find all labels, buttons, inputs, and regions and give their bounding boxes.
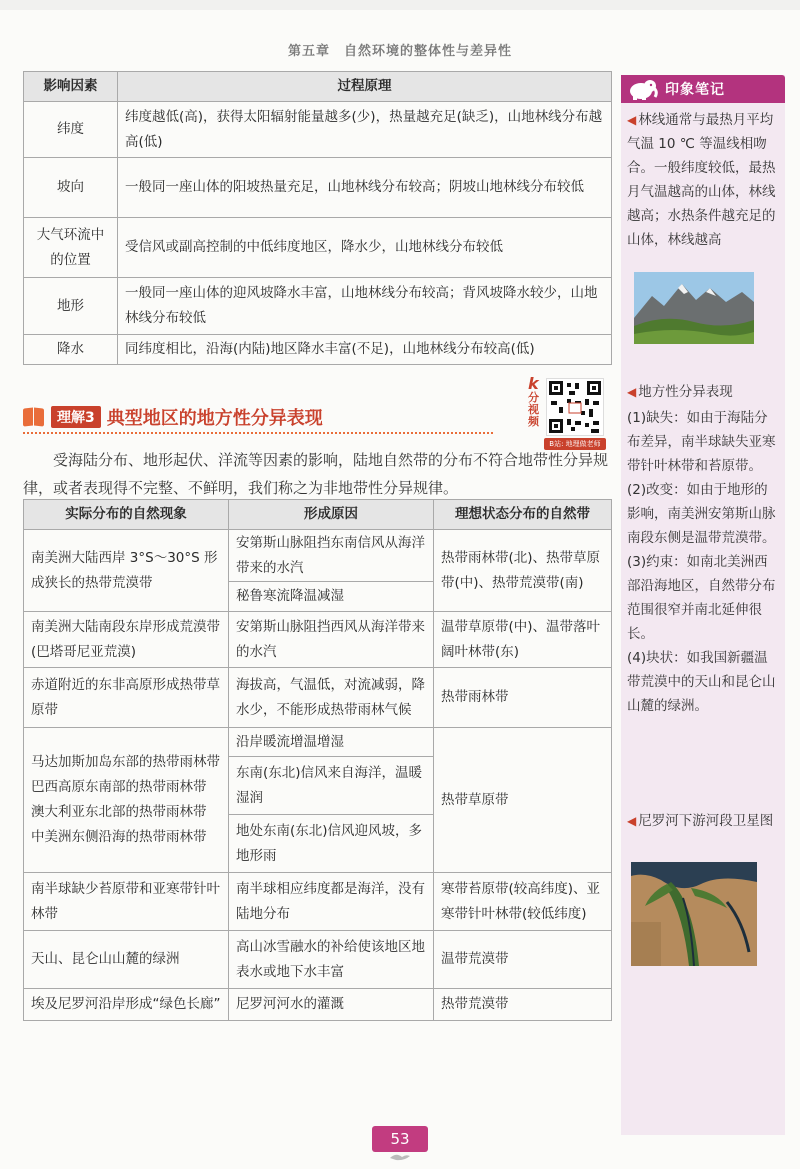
column-header: 影响因素	[24, 72, 118, 102]
chapter-header: 第五章 自然环境的整体性与差异性	[287, 44, 512, 59]
phenomenon-cell: 埃及尼罗河沿岸形成“绿色长廊”	[24, 989, 229, 1021]
paragraph-text: 受海陆分布、地形起伏、洋流等因素的影响，陆地自然带的分布不符合地带性分异规律，或者表现得不完整、不鲜明，我们称之为非地带性分异规律。	[23, 451, 609, 497]
table-row	[24, 931, 612, 989]
description-cell: 纬度越低(高)，获得太阳辐射能量越多(少)，热量越充足(缺乏)，山地林线分布越高(低)	[118, 102, 612, 158]
factor-cell: 大气环流中的位置	[24, 218, 118, 278]
table-row	[24, 335, 612, 365]
factor-cell: 降水	[24, 335, 118, 365]
note-item: (2)改变：如由于地形的影响，南美洲安第斯山脉南段东侧是温带荒漠带。	[627, 482, 776, 546]
column-header: 实际分布的自然现象	[24, 500, 229, 530]
book-icon	[23, 407, 45, 427]
cause-cell: 地处东南(东北)信风迎风坡，多地形雨	[229, 815, 434, 873]
column-header: 过程原理	[118, 72, 612, 102]
ideal-zone-cell: 寒带苔原带(较高纬度)、亚寒带针叶林带(较低纬度)	[434, 873, 612, 931]
table-row	[24, 102, 612, 158]
cause-cell: 秘鲁寒流降温减湿	[229, 582, 434, 612]
bird-ornament-icon	[384, 1152, 416, 1162]
cause-cell: 南半球相应纬度都是海洋，没有陆地分布	[229, 873, 434, 931]
cause-cell: 高山冰雪融水的补给使该地区地表水或地下水丰富	[229, 931, 434, 989]
note-item: (3)约束：如南北美洲西部沿海地区，自然带分布范围很窄并南北延伸很长。	[627, 554, 776, 642]
table-row	[24, 612, 612, 668]
table-row	[24, 530, 612, 582]
table-row	[24, 278, 612, 335]
table-row	[24, 158, 612, 218]
factor-cell: 地形	[24, 278, 118, 335]
ideal-zone-cell: 温带荒漠带	[434, 931, 612, 989]
note-title: 地方性分异表现	[638, 384, 733, 400]
nile-satellite-image	[631, 862, 757, 966]
note-text: 林线通常与最热月平均气温 10 ℃ 等温线相吻合。一般纬度较低，最热月气温越高的山体，林线越高；水热条件越充足的山体，林线越高	[627, 112, 776, 248]
phenomenon-cell: 南美洲大陆西岸 3°S～30°S 形成狭长的热带荒漠带	[24, 530, 229, 612]
qr-video-block	[528, 374, 608, 456]
cause-cell: 安第斯山脉阻挡东南信风从海洋带来的水汽	[229, 530, 434, 582]
triangle-left-icon: ◀	[627, 385, 637, 399]
treeline-factors-table	[23, 71, 612, 365]
ideal-zone-cell: 热带雨林带	[434, 668, 612, 728]
cause-cell: 东南(东北)信风来自海洋，温暖湿润	[229, 757, 434, 815]
cause-cell: 沿岸暖流增温增湿	[229, 728, 434, 757]
ideal-zone-cell: 热带荒漠带	[434, 989, 612, 1021]
video-k-icon: k	[528, 374, 539, 393]
phenomenon-cell: 南半球缺少苔原带和亚寒带针叶林带	[24, 873, 229, 931]
cause-cell: 海拔高，气温低，对流减弱，降水少，不能形成热带雨林气候	[229, 668, 434, 728]
sidebar-header	[621, 75, 785, 103]
description-cell: 一般同一座山体的阳坡热量充足，山地林线分布较高；阴坡山地林线分布较低	[118, 158, 612, 218]
phenomenon-cell: 天山、昆仑山山麓的绿洲	[24, 931, 229, 989]
ideal-zone-cell: 热带草原带	[434, 728, 612, 873]
section-title	[23, 404, 323, 430]
phenomenon-cell: 南美洲大陆南段东岸形成荒漠带(巴塔哥尼亚荒漠)	[24, 612, 229, 668]
triangle-left-icon: ◀	[627, 814, 637, 828]
factor-cell: 坡向	[24, 158, 118, 218]
intro-paragraph	[23, 446, 611, 502]
table-row	[24, 728, 612, 757]
qr-caption: B站: 地理做老师	[544, 438, 606, 450]
triangle-left-icon: ◀	[627, 113, 637, 127]
section-label: 理解3	[51, 406, 101, 428]
ideal-zone-cell: 热带雨林带(北)、热带草原带(中)、热带荒漠带(南)	[434, 530, 612, 612]
note-item: (4)块状：如我国新疆温带荒漠中的天山和昆仑山山麓的绿洲。	[627, 650, 776, 714]
table-row	[24, 989, 612, 1021]
description-cell: 同纬度相比，沿海(内陆)地区降水丰富(不足)，山地林线分布较高(低)	[118, 335, 612, 365]
note-treeline	[627, 108, 779, 252]
qr-code[interactable]	[546, 378, 604, 436]
section-divider	[23, 432, 493, 434]
column-header: 理想状态分布的自然带	[434, 500, 612, 530]
ideal-zone-cell: 温带草原带(中)、温带落叶阔叶林带(东)	[434, 612, 612, 668]
table-header-row	[24, 72, 612, 102]
table-row	[24, 218, 612, 278]
note-local-differentiation	[627, 380, 779, 718]
cause-cell: 安第斯山脉阻挡西风从海洋带来的水汽	[229, 612, 434, 668]
phenomenon-line: 中美洲东侧沿海的热带雨林带	[31, 829, 207, 845]
table-header-row	[24, 500, 612, 530]
section-heading: 典型地区的地方性分异表现	[106, 408, 323, 429]
table-row	[24, 668, 612, 728]
note-nile	[627, 808, 779, 834]
note-title: 尼罗河下游河段卫星图	[638, 813, 774, 829]
elephant-mascot-icon	[627, 77, 659, 101]
page-number: 53	[372, 1126, 428, 1152]
video-side-label: 分视频	[528, 391, 539, 428]
sidebar-title: 印象笔记	[665, 82, 725, 98]
mountain-treeline-photo	[634, 272, 754, 344]
description-cell: 一般同一座山体的迎风坡降水丰富，山地林线分布较高；背风坡降水较少，山地林线分布较低	[118, 278, 612, 335]
description-cell: 受信风或副高控制的中低纬度地区，降水少，山地林线分布较低	[118, 218, 612, 278]
phenomenon-line: 马达加斯加岛东部的热带雨林带	[31, 754, 220, 770]
note-item: (1)缺失：如由于海陆分布差异，南半球缺失亚寒带针叶林带和苔原带。	[627, 410, 776, 474]
cause-cell: 尼罗河河水的灌溉	[229, 989, 434, 1021]
azonal-differentiation-table	[23, 499, 612, 1021]
factor-cell: 纬度	[24, 102, 118, 158]
phenomenon-cell: 赤道附近的东非高原形成热带草原带	[24, 668, 229, 728]
phenomenon-line: 澳大利亚东北部的热带雨林带	[31, 804, 207, 820]
header-band	[0, 0, 800, 10]
phenomenon-cell	[24, 728, 229, 873]
table-row	[24, 873, 612, 931]
column-header: 形成原因	[229, 500, 434, 530]
phenomenon-line: 巴西高原东南部的热带雨林带	[31, 779, 207, 795]
